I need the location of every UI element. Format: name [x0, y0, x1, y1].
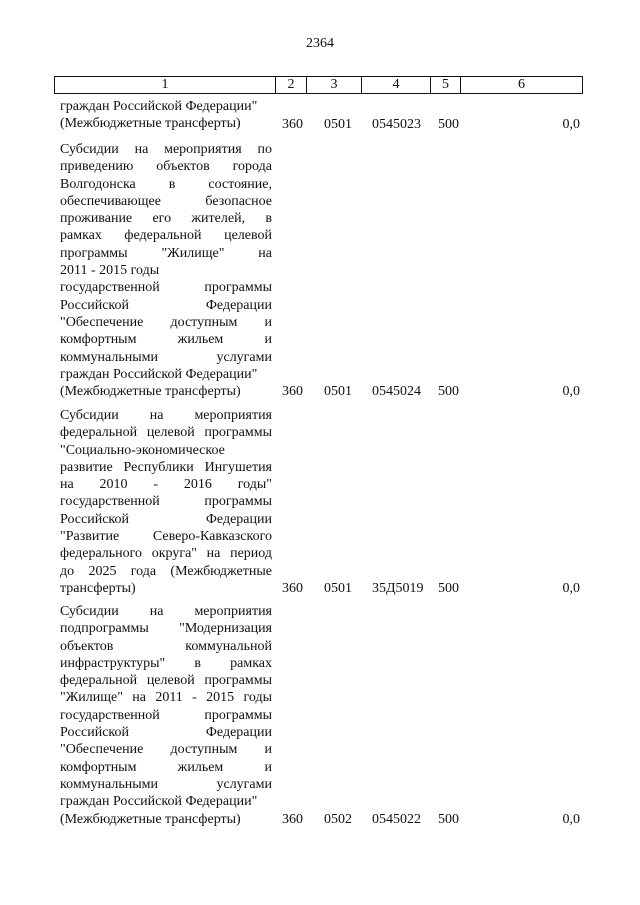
description-line: Российской Федерации	[60, 297, 272, 313]
table-row	[60, 141, 580, 400]
cell-amount: 0,0	[562, 811, 580, 827]
description-line: (Межбюджетные трансферты)	[60, 384, 241, 400]
description-line: "Развитие Северо-Кавказского	[60, 529, 272, 545]
cell-target-article: 0545023	[372, 116, 421, 132]
description-line: граждан Российской Федерации"	[60, 366, 258, 382]
header-col-2: 2	[276, 77, 307, 93]
description-line: комфортным жильем и	[60, 332, 272, 348]
description-line: "Жилище" на 2011 - 2015 годы	[60, 690, 272, 706]
cell-glava: 360	[282, 581, 303, 597]
description-line: (Межбюджетные трансферты)	[60, 116, 241, 132]
cell-expense-type: 500	[438, 811, 459, 827]
cell-razdel: 0501	[324, 384, 352, 400]
table-row	[60, 98, 580, 133]
description-line: комфортным жильем и	[60, 759, 272, 775]
description-line: объектов коммунальной	[60, 638, 272, 654]
cell-glava: 360	[282, 811, 303, 827]
description-line: программы "Жилище" на	[60, 245, 272, 261]
cell-razdel: 0501	[324, 581, 352, 597]
description-line: Субсидии на мероприятия по	[60, 142, 272, 157]
description-line: граждан Российской Федерации"	[60, 99, 258, 114]
description-line: государственной программы	[60, 280, 272, 296]
description-line: федеральной целевой программы	[60, 425, 272, 441]
row-description	[60, 603, 272, 828]
description-line: "Социально-экономическое	[60, 442, 225, 458]
header-col-4: 4	[362, 77, 431, 93]
description-line: трансферты)	[60, 580, 136, 596]
header-col-3: 3	[307, 77, 362, 93]
row-description	[60, 407, 272, 597]
cell-expense-type: 500	[438, 384, 459, 400]
description-line: коммунальными услугами	[60, 776, 272, 792]
description-line: развитие Республики Ингушетия	[60, 459, 272, 475]
cell-amount: 0,0	[562, 581, 580, 597]
cell-glava: 360	[282, 116, 303, 132]
description-line: 2011 - 2015 годы	[60, 263, 160, 279]
cell-expense-type: 500	[438, 116, 459, 132]
description-line: "Обеспечение доступным и	[60, 742, 272, 758]
description-line: рамках федеральной целевой	[60, 228, 272, 244]
cell-target-article: 35Д5019	[372, 581, 424, 597]
cell-glava: 360	[282, 384, 303, 400]
description-line: граждан Российской Федерации"	[60, 794, 258, 810]
description-line: подпрограммы "Модернизация	[60, 621, 272, 637]
header-col-1: 1	[55, 77, 276, 93]
description-line: до 2025 года (Межбюджетные	[60, 563, 272, 579]
description-line: Российской Федерации	[60, 511, 272, 527]
description-line: федерального округа" на период	[60, 546, 272, 562]
description-line: "Обеспечение доступным и	[60, 314, 272, 330]
header-col-6: 6	[518, 77, 525, 92]
description-line: государственной программы	[60, 494, 272, 510]
cell-target-article: 0545024	[372, 384, 421, 400]
table-row	[60, 407, 580, 597]
description-line: коммунальными услугами	[60, 349, 272, 365]
description-line: Российской Федерации	[60, 725, 272, 741]
cell-amount: 0,0	[562, 384, 580, 400]
description-line: обеспечивающее безопасное	[60, 193, 272, 209]
description-line: Субсидии на мероприятия	[60, 604, 272, 619]
cell-razdel: 0502	[324, 811, 352, 827]
description-line: проживание его жителей, в	[60, 211, 272, 227]
description-line: Волгодонска в состояние,	[60, 176, 272, 192]
description-line: государственной программы	[60, 707, 272, 723]
table-header	[54, 76, 583, 94]
page-number: 2364	[306, 36, 334, 51]
cell-target-article: 0545022	[372, 811, 421, 827]
header-col-5: 5	[431, 77, 461, 93]
cell-expense-type: 500	[438, 581, 459, 597]
description-line: приведению объектов города	[60, 159, 272, 175]
description-line: на 2010 - 2016 годы"	[60, 477, 272, 493]
row-description	[60, 141, 272, 400]
description-line: Субсидии на мероприятия	[60, 408, 272, 423]
cell-razdel: 0501	[324, 116, 352, 132]
cell-amount: 0,0	[562, 116, 580, 132]
table-row	[60, 603, 580, 828]
description-line: (Межбюджетные трансферты)	[60, 811, 241, 827]
description-line: инфраструктуры" в рамках	[60, 655, 272, 671]
description-line: федеральной целевой программы	[60, 673, 272, 689]
